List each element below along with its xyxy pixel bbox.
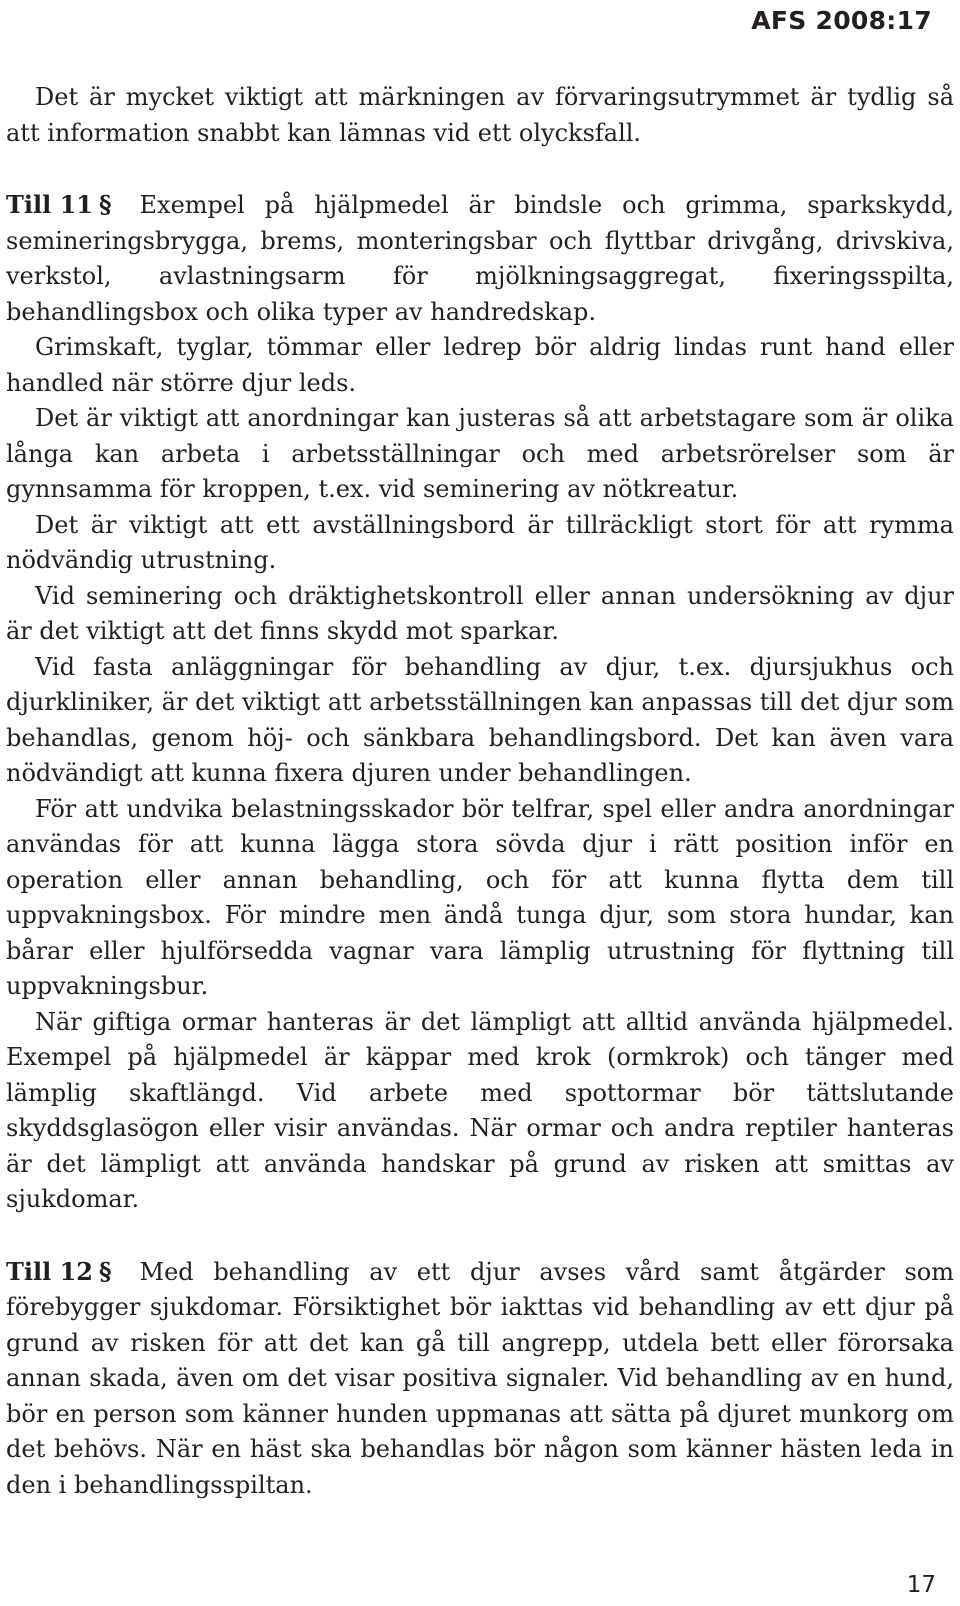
section-11-paragraph: För att undvika belastningsskador bör telfrar, spel eller andra anordningar användas för att kunna lägga stora sövda djur i rätt position inför en operation eller annan behandling, och för att kunna flytta dem till uppvakningsbox. För mindre men ändå tunga djur, som stora hundar, kan bårar eller hjulförsedda vagnar vara lämplig utrustning för flyttning till uppvakningsbur. — [6, 794, 954, 1000]
section-sign-icon: § — [98, 190, 112, 219]
section-11-paragraph: Det är viktigt att ett avställningsbord är tillräckligt stort för att rymma nödvändig utrustning. — [6, 510, 954, 574]
section-11-paragraph: Det är viktigt att anordningar kan justeras så att arbetstagare som är olika långa kan arbeta i arbetsställningar och med arbetsrörelser som är gynnsamma för kroppen, t.ex. vid seminering av nötkreatur. — [6, 404, 954, 503]
section-sign-icon: § — [98, 1256, 112, 1286]
section-12-paragraph: Med behandling av ett djur avses vård samt åtgärder som förebygger sjukdomar. Försiktighet bör iakttas vid behandling av ett djur på grund av risken för att det kan gå till angrepp, utdela bett eller förorsaka annan skada, även om det visar positiva signaler. Vid behandling av en hund, bör en person som känner hunden uppmanas att sätta på djuret munkorg om det behövs. När en häst ska behandlas bör någon som känner hästen leda in den i behandlingsspiltan. — [6, 1257, 954, 1499]
intro-paragraph: Det är mycket viktigt att märkningen av förvaringsutrymmet är tydlig så att information snabbt kan lämnas vid ett olycksfall. — [6, 83, 954, 147]
page-number: 17 — [906, 1572, 936, 1598]
section-11-paragraph: Grimskaft, tyglar, tömmar eller ledrep bör aldrig lindas runt hand eller handled när större djur leds. — [6, 333, 954, 397]
section-11-paragraph: När giftiga ormar hanteras är det lämpligt att alltid använda hjälpmedel. Exempel på hjälpmedel är käppar med krok (ormkrok) och tänger med lämplig skaftlängd. Vid arbete med spottormar bör tättslutande skyddsglasögon eller visir användas. När ormar och andra reptiler hanteras är det lämpligt att använda handskar på grund av risken att smittas av sjukdomar. — [6, 1007, 954, 1213]
section-divider — [6, 1218, 954, 1254]
document-id: AFS 2008:17 — [751, 6, 932, 35]
section-divider — [6, 151, 954, 187]
page-body — [6, 80, 954, 1503]
section-11-paragraph: Vid seminering och dräktighetskontroll eller annan undersökning av djur är det viktigt att det finns skydd mot sparkar. — [6, 581, 954, 645]
section-11-label: Till 11 — [6, 190, 93, 219]
section-11-paragraph: Vid fasta anläggningar för behandling av djur, t.ex. djursjukhus och djurkliniker, är det viktigt att arbetsställningen kan anpassas till det djur som behandlas, genom höj- och sänkbara behandlingsbord. Det kan även vara nödvändigt att kunna fixera djuren under behandlingen. — [6, 652, 954, 787]
section-12 — [6, 1254, 954, 1504]
section-11 — [6, 187, 954, 330]
section-12-label: Till 12 — [6, 1256, 93, 1286]
section-11-first-paragraph: Exempel på hjälpmedel är bindsle och grimma, sparkskydd, semineringsbrygga, brems, monteringsbar och flyttbar drivgång, drivskiva, verkstol, avlastningsarm för mjölkningsaggregat, fixeringsspilta, behandlingsbox och olika typer av handredskap. — [6, 191, 954, 326]
